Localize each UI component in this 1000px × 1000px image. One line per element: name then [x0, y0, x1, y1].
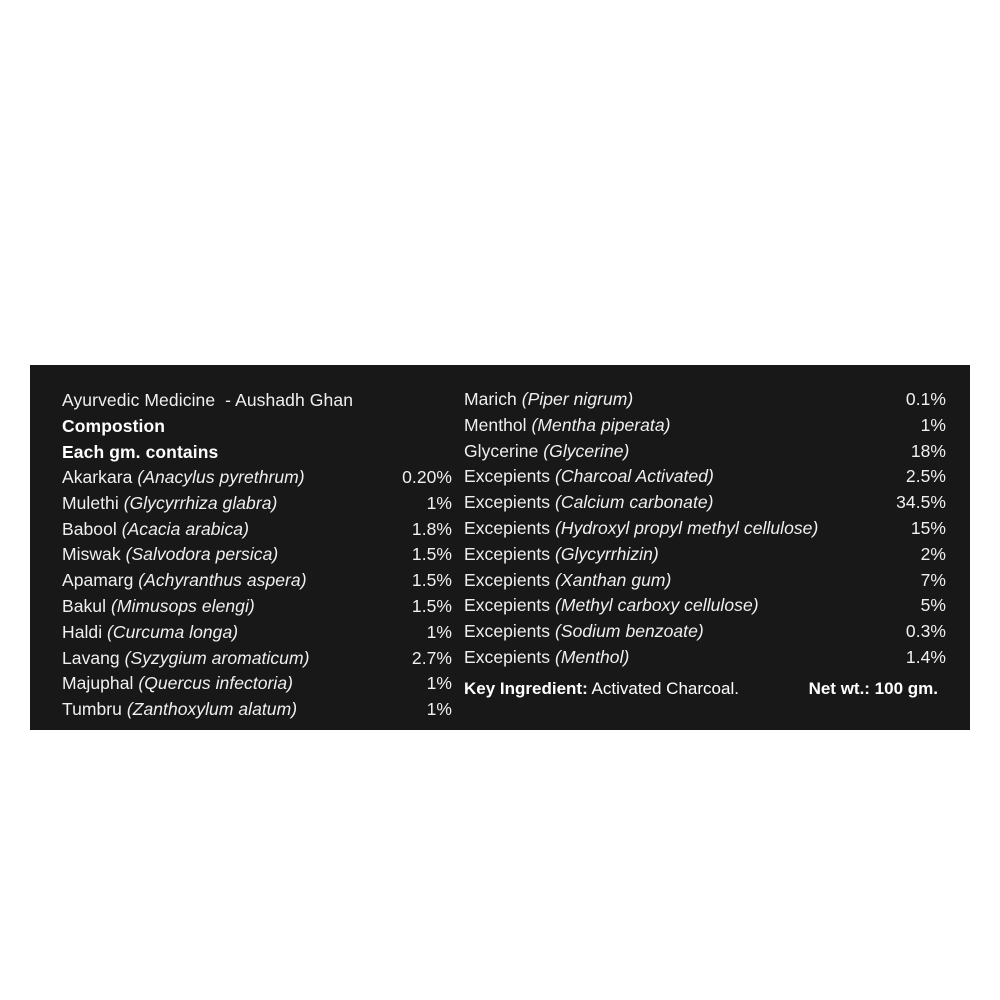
ingredient-name — [464, 439, 629, 465]
ingredient-common-name: Babool — [62, 518, 122, 539]
ingredient-common-name: Menthol — [464, 414, 532, 435]
ingredient-row — [62, 491, 452, 517]
ingredient-name — [62, 465, 305, 491]
ingredient-common-name: Miswak — [62, 544, 126, 565]
ingredient-latin-name: (Curcuma longa) — [107, 621, 239, 642]
ingredient-row — [464, 439, 946, 465]
ingredient-common-name: Excepients — [464, 543, 556, 564]
ingredient-common-name: Excepients — [464, 595, 556, 616]
ingredient-row — [464, 516, 946, 542]
ingredient-percentage: 0.3% — [905, 621, 946, 642]
ingredient-row — [62, 465, 452, 491]
right-ingredient-column — [452, 387, 946, 701]
ingredient-latin-name: (Glycerine) — [543, 440, 630, 461]
ingredient-name — [62, 697, 297, 723]
ingredient-latin-name: (Calcium carbonate) — [555, 492, 714, 513]
ingredient-percentage: 1.8% — [411, 518, 452, 539]
ingredient-latin-name: (Zanthoxylum alatum) — [126, 699, 298, 720]
ingredient-common-name: Excepients — [464, 646, 556, 667]
ingredient-latin-name: (Piper nigrum) — [521, 389, 634, 409]
ingredient-latin-name: (Charcoal Activated) — [555, 466, 714, 487]
ingredient-row — [62, 671, 452, 697]
ingredient-common-name: Lavang — [62, 647, 125, 668]
net-weight: Net wt.: 100 gm. — [808, 678, 938, 698]
ingredient-label-panel — [30, 365, 970, 730]
ingredient-latin-name: (Sodium benzoate) — [555, 621, 704, 642]
ingredient-name — [62, 646, 309, 672]
ingredient-row — [464, 387, 946, 413]
key-ingredient-value: Activated Charcoal. — [587, 678, 739, 698]
ingredient-percentage: 1% — [426, 673, 452, 694]
ingredient-row — [62, 646, 452, 672]
ingredient-row — [62, 542, 452, 568]
ingredient-latin-name: (Salvodora persica) — [125, 544, 279, 565]
ingredient-percentage: 2.7% — [411, 647, 452, 668]
key-ingredient-text — [464, 677, 739, 701]
ingredient-common-name: Majuphal — [62, 673, 139, 694]
ingredient-common-name: Excepients — [464, 621, 556, 642]
ingredient-name — [464, 516, 818, 542]
ingredient-percentage: 2.5% — [905, 466, 946, 487]
ingredient-latin-name: (Glycyrrhizin) — [555, 543, 659, 564]
ingredient-name — [464, 645, 629, 671]
ingredient-percentage: 1% — [426, 699, 452, 720]
ingredient-latin-name: (Hydroxyl propyl methyl cellulose) — [555, 517, 819, 538]
ingredient-row — [464, 542, 946, 568]
ingredient-percentage: 1.4% — [905, 646, 946, 667]
ingredient-latin-name: (Xanthan gum) — [555, 569, 672, 590]
ingredient-name — [62, 620, 238, 646]
key-ingredient-label: Key Ingredient: — [464, 678, 588, 698]
ingredient-name — [464, 619, 704, 645]
each-gram-contains-heading: Each gm. contains — [62, 442, 219, 462]
ingredient-common-name: Excepients — [464, 569, 556, 590]
ingredient-row — [464, 464, 946, 490]
ingredient-percentage: 0.20% — [402, 467, 452, 487]
ingredient-percentage: 1.5% — [411, 595, 452, 616]
ingredient-name — [464, 464, 714, 490]
ingredient-row — [62, 697, 452, 723]
ingredient-name — [62, 671, 293, 697]
ingredient-percentage: 1% — [426, 621, 452, 642]
ingredient-common-name: Tumbru — [62, 699, 127, 720]
ingredient-percentage: 1.5% — [411, 544, 452, 565]
ingredient-percentage: 1.5% — [411, 570, 452, 591]
ingredient-name — [464, 593, 759, 619]
ingredient-latin-name: (Syzygium aromaticum) — [124, 647, 310, 668]
ingredient-latin-name: (Mimusops elengi) — [110, 595, 255, 616]
ingredient-row — [464, 490, 946, 516]
ingredient-row — [62, 594, 452, 620]
ingredient-name — [464, 387, 633, 413]
label-footer — [464, 677, 946, 701]
ingredient-percentage: 0.1% — [905, 389, 946, 409]
ingredient-row — [464, 619, 946, 645]
ingredient-row — [464, 413, 946, 439]
ingredient-latin-name: (Achyranthus aspera) — [138, 570, 307, 591]
ingredient-common-name: Excepients — [464, 466, 556, 487]
ingredient-name — [62, 491, 277, 517]
ingredient-columns — [62, 387, 946, 723]
ingredient-common-name: Akarkara — [62, 467, 138, 487]
ingredient-latin-name: (Acacia arabica) — [121, 518, 249, 539]
ingredient-percentage: 15% — [910, 517, 946, 538]
ingredient-common-name: Excepients — [464, 492, 556, 513]
ingredient-name — [62, 517, 249, 543]
ingredient-percentage: 18% — [910, 440, 946, 461]
ingredient-percentage: 1% — [920, 414, 946, 435]
ingredient-row — [62, 568, 452, 594]
ingredient-percentage: 2% — [920, 543, 946, 564]
ingredient-name — [464, 490, 714, 516]
ingredient-row — [464, 593, 946, 619]
left-ingredient-list — [62, 465, 452, 723]
ingredient-common-name: Apamarg — [62, 570, 139, 591]
left-ingredient-column — [62, 387, 452, 723]
ingredient-latin-name: (Mentha piperata) — [531, 414, 671, 435]
ingredient-name — [62, 568, 307, 594]
ingredient-row — [464, 645, 946, 671]
ingredient-name — [62, 594, 255, 620]
ingredient-latin-name: (Menthol) — [555, 646, 630, 667]
ingredient-latin-name: (Anacylus pyrethrum) — [137, 467, 305, 487]
ingredient-common-name: Excepients — [464, 517, 556, 538]
ingredient-latin-name: (Glycyrrhiza glabra) — [123, 492, 278, 513]
composition-heading: Compostion — [62, 416, 166, 436]
ingredient-common-name: Marich — [464, 389, 522, 409]
ingredient-row — [62, 517, 452, 543]
ingredient-percentage: 5% — [920, 595, 946, 616]
ingredient-row — [464, 568, 946, 594]
ingredient-name — [464, 542, 659, 568]
ingredient-percentage: 1% — [426, 492, 452, 513]
ingredient-common-name: Haldi — [62, 621, 108, 642]
ingredient-row — [62, 620, 452, 646]
ingredient-latin-name: (Methyl carboxy cellulose) — [555, 595, 759, 616]
ingredient-name — [62, 542, 278, 568]
ingredient-name — [464, 568, 671, 594]
right-ingredient-list — [464, 387, 946, 671]
ingredient-percentage: 7% — [920, 569, 946, 590]
ingredient-common-name: Glycerine — [464, 440, 544, 461]
ingredient-common-name: Mulethi — [62, 492, 124, 513]
ingredient-percentage: 34.5% — [896, 492, 946, 513]
ingredient-latin-name: (Quercus infectoria) — [138, 673, 294, 694]
ingredient-name — [464, 413, 671, 439]
ayurvedic-medicine-heading: Ayurvedic Medicine - Aushadh Ghan — [62, 390, 354, 410]
ingredient-common-name: Bakul — [62, 595, 111, 616]
